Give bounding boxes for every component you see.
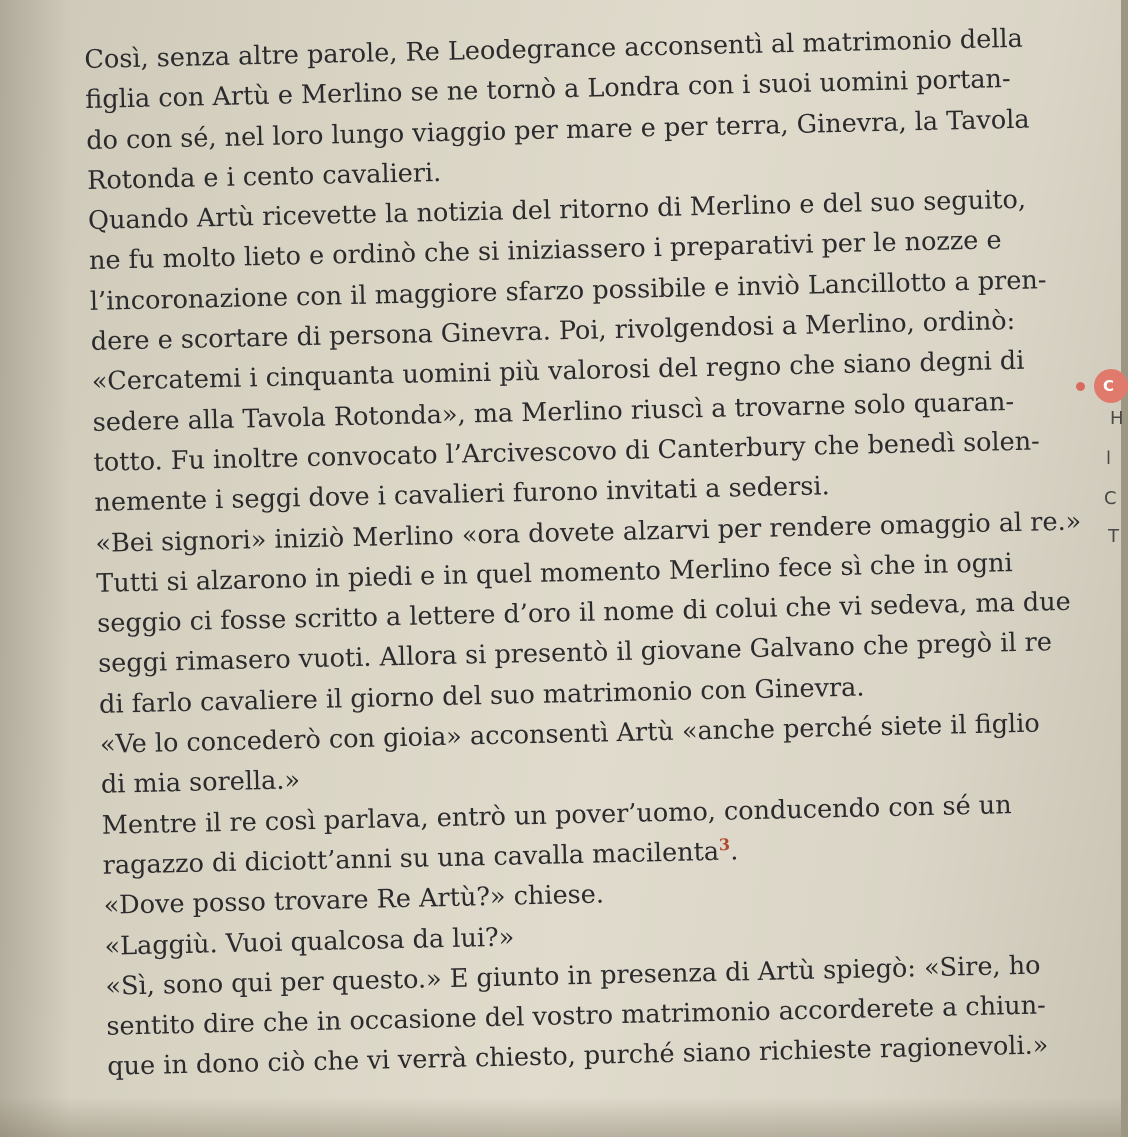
text-line: Quando Artù ricevette la notizia del ritorno di Merlino e del suo seguito, [87, 184, 1027, 237]
margin-letter: T [1108, 526, 1119, 547]
margin-annotations [1068, 360, 1124, 560]
text-line: Mentre il re così parlava, entrò un pover’uomo, conducendo con sé un [101, 789, 1012, 841]
footnote-trailing-punctuation: . [729, 836, 739, 867]
text-line: di farlo cavaliere il giorno del suo matrimonio con Ginevra. [98, 672, 865, 720]
text-line: Rotonda e i cento cavalieri. [86, 157, 442, 196]
footnote-marker[interactable]: 3 [718, 834, 731, 855]
text-line: «Bei signori» iniziò Merlino «ora dovete alzarvi per rendere omaggio al re.» [95, 506, 1082, 559]
text-line: seggi rimasero vuoti. Allora si presentò il giovane Galvano che pregò il re [97, 627, 1053, 680]
text-line: «Sì, sono qui per questo.» E giunto in presenza di Artù spiegò: «Sire, ho [105, 950, 1041, 1002]
text-line: ragazzo di diciott’anni su una cavalla macilenta [102, 836, 720, 881]
text-line: seggio ci fosse scritto a lettere d’oro il nome di colui che vi sedeva, ma due [96, 586, 1072, 640]
text-line: «Cercatemi i cinquanta uomini più valorosi del regno che siano degni di [91, 346, 1025, 398]
text-line: sentito dire che in occasione del vostro matrimonio accorderete a chiun- [106, 990, 1047, 1042]
text-line: «Ve lo concederò con gioia» acconsentì Artù «anche perché siete il figlio [99, 708, 1040, 760]
bullet-dot-icon [1076, 382, 1085, 391]
text-line: sedere alla Tavola Rotonda», ma Merlino riuscì a trovarne solo quaran- [92, 386, 1015, 438]
text-line: figlia con Artù e Merlino se ne tornò a Londra con i suoi uomini portan- [85, 64, 1011, 116]
margin-letter: l [1106, 448, 1112, 469]
page-gutter-shadow [0, 0, 70, 1137]
text-line: ne fu molto lieto e ordinò che si iniziassero i preparativi per le nozze e [88, 225, 1002, 277]
margin-badge: C [1094, 369, 1128, 403]
text-line: l’incoronazione con il maggiore sfarzo possibile e inviò Lancillotto a pren- [89, 265, 1047, 317]
text-line: Tutti si alzarono in piedi e in quel momento Merlino fece sì che in ogni [95, 547, 1013, 599]
page-bottom-edge [0, 1097, 1121, 1137]
text-line: Così, senza altre parole, Re Leodegrance acconsentì al matrimonio della [84, 23, 1024, 75]
body-text [84, 18, 1098, 1088]
text-line: dere e scortare di persona Ginevra. Poi, rivolgendosi a Merlino, ordinò: [90, 306, 1016, 357]
text-line: «Laggiù. Vuoi qualcosa da lui?» [104, 922, 515, 962]
text-line: do con sé, nel loro lungo viaggio per mare e per terra, Ginevra, la Tavola [85, 104, 1030, 156]
text-line: «Dove posso trovare Re Artù?» chiese. [103, 879, 605, 922]
margin-letter: H [1110, 408, 1124, 429]
text-line: totto. Fu inoltre convocato l’Arcivescovo di Canterbury che benedì solen- [93, 426, 1041, 478]
text-line: nemente i seggi dove i cavalieri furono invitati a sedersi. [94, 471, 830, 519]
text-line: di mia sorella.» [100, 765, 301, 801]
margin-letter: C [1104, 488, 1117, 509]
text-line: que in dono ciò che vi verrà chiesto, purché siano richieste ragionevoli.» [106, 1030, 1049, 1083]
